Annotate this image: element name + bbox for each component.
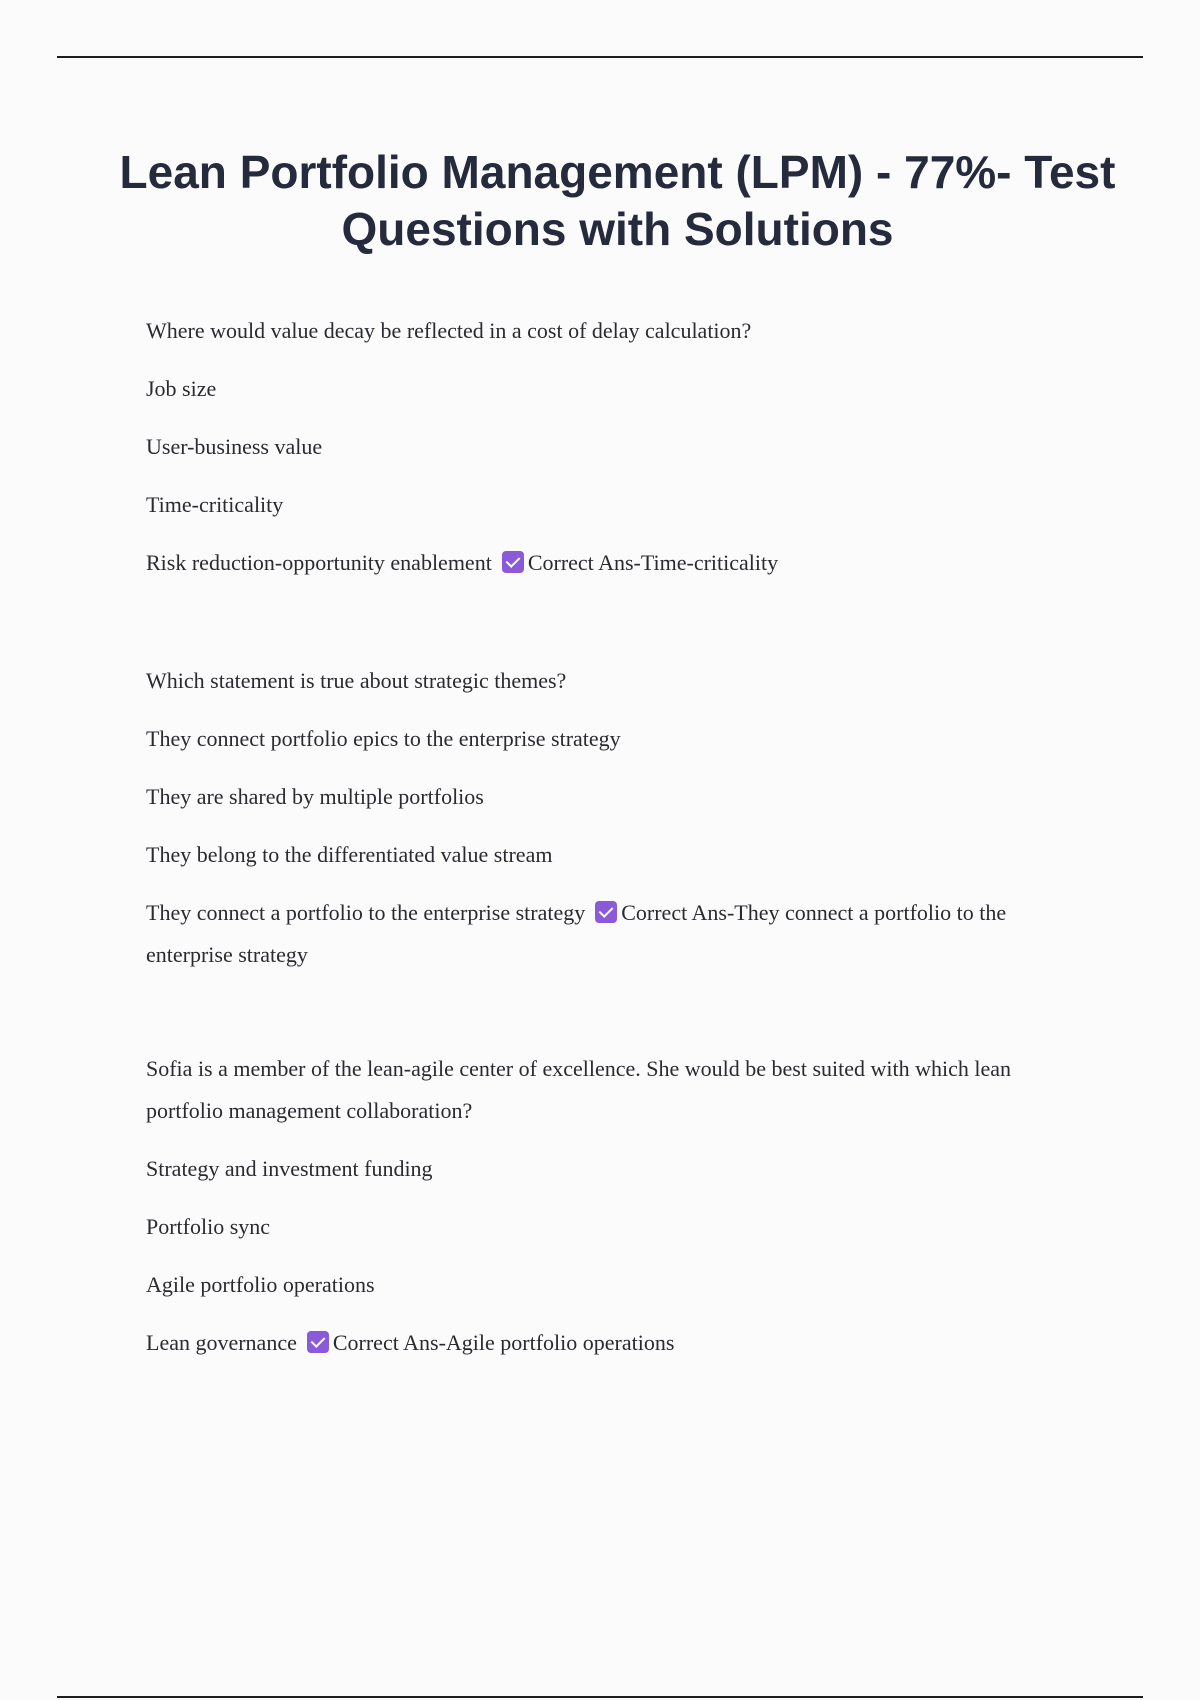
option-text: User-business value	[146, 434, 323, 459]
document-title: Lean Portfolio Management (LPM) - 77%- Test Questions with Solutions	[119, 146, 1116, 255]
option-text: Strategy and investment funding	[146, 1156, 433, 1181]
option-text: They belong to the differentiated value stream	[146, 842, 553, 867]
option-text: Time-criticality	[146, 492, 284, 517]
checkmark-icon	[595, 901, 617, 923]
question-text: Where would value decay be reflected in a cost of delay calculation?	[146, 318, 752, 343]
top-rule	[57, 56, 1143, 58]
option-text: Portfolio sync	[146, 1214, 271, 1239]
correct-answer: Correct Ans-Time-criticality	[527, 550, 779, 575]
correct-answer: Correct Ans-Agile portfolio operations	[332, 1330, 675, 1355]
option-text: They are shared by multiple portfolios	[146, 784, 484, 809]
question-list	[146, 310, 1076, 1380]
question-block	[146, 310, 1076, 600]
answer-line	[146, 1322, 1076, 1380]
option-text: Risk reduction-opportunity enablement	[146, 550, 492, 575]
checkmark-icon	[307, 1331, 329, 1353]
question-text: Which statement is true about strategic themes?	[146, 668, 567, 693]
option-text: Lean governance	[146, 1330, 297, 1355]
answer-line	[146, 542, 1076, 600]
option-text: Agile portfolio operations	[146, 1272, 375, 1297]
option-text: They connect a portfolio to the enterprise strategy	[146, 900, 586, 925]
question-block	[146, 660, 1076, 992]
question-text: Sofia is a member of the lean-agile center of excellence. She would be best suited with which lean portfolio management collaboration?	[146, 1056, 1012, 1123]
correct-answer: Correct Ans-They connect a portfolio to the enterprise strategy	[146, 900, 1007, 967]
bottom-rule	[57, 1696, 1143, 1698]
option-text: Job size	[146, 376, 217, 401]
question-block	[146, 1048, 1076, 1380]
checkmark-icon	[502, 551, 524, 573]
answer-line	[146, 892, 1076, 992]
option-text: They connect portfolio epics to the enterprise strategy	[146, 726, 621, 751]
